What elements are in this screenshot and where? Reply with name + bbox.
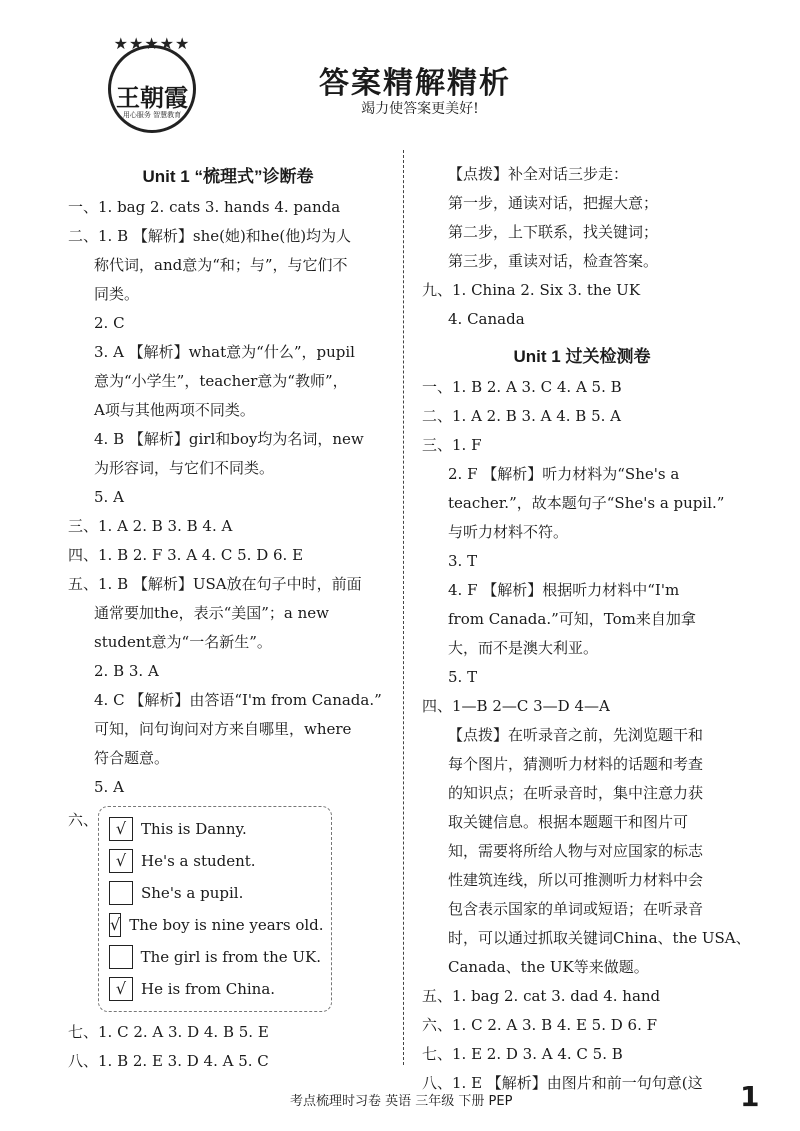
answer-line: 意为“小学生”，teacher意为“教师”，: [94, 372, 348, 390]
answer-line: 可知，问句询问对方来自哪里，where: [94, 720, 352, 738]
answer-line: 二、1. B 【解析】she(她)和he(他)均为人: [68, 227, 352, 245]
answer-line: 5. A: [94, 778, 124, 796]
checklist-text: The boy is nine years old.: [129, 915, 324, 934]
checklist-section: 六、 √ This is Danny. √ He's a student. She's a pupil. √ The boy is nine years old. The girl is from the UK. √ He is from China.: [68, 806, 388, 1012]
answer-line: 4. C 【解析】由答语“I'm from Canada.”: [94, 691, 382, 709]
answer-line: 符合题意。: [94, 749, 170, 767]
tip-line: 【点拨】在听录音之前，先浏览题干和: [448, 726, 704, 744]
tip-line: 的知识点；在听录音时，集中注意力获: [448, 784, 704, 802]
checklist-text: He is from China.: [141, 979, 276, 998]
logo-stars: ★★★★★: [113, 34, 191, 53]
checklist-item: [109, 909, 324, 941]
checklist-item: [109, 845, 321, 877]
checklist-item: [109, 973, 321, 1005]
answer-line: teacher.”，故本题句子“She's a pupil.”: [448, 494, 725, 512]
answer-line: 3. T: [448, 552, 478, 570]
answer-line: 七、1. E 2. D 3. A 4. C 5. B: [422, 1045, 623, 1063]
checklist-text: He's a student.: [141, 851, 256, 870]
answer-line: 三、1. F: [422, 436, 482, 454]
answer-line: 五、1. bag 2. cat 3. dad 4. hand: [422, 987, 661, 1005]
checkbox: √: [109, 913, 121, 937]
tip-line: 包含表示国家的单词或短语；在听录音: [448, 900, 704, 918]
answer-line: 通常要加the，表示“美国”；a new: [94, 604, 329, 622]
answer-line: 2. F 【解析】听力材料为“She's a: [448, 465, 680, 483]
answer-line: 4. B 【解析】girl和boy均为名词，new: [94, 430, 364, 448]
answer-line: 四、1—B 2—C 3—D 4—A: [422, 697, 610, 715]
answer-line: 大，而不是澳大利亚。: [448, 639, 599, 657]
page-number: 1: [740, 1080, 760, 1113]
tip-line: 第三步，重读对话，检查答案。: [448, 252, 659, 270]
answer-line: 一、1. B 2. A 3. C 4. A 5. B: [422, 378, 622, 396]
answer-line: A项与其他两项不同类。: [94, 401, 255, 419]
section-title-checkpoint: Unit 1 过关检测卷: [513, 347, 651, 366]
section-title-diagnostic: Unit 1 “梳理式”诊断卷: [142, 167, 314, 186]
answer-line: 2. B 3. A: [94, 662, 159, 680]
answer-line: 4. Canada: [448, 310, 525, 328]
logo-name: 王朝霞: [116, 83, 188, 112]
checklist-item: [109, 941, 321, 973]
brand-logo: [108, 34, 196, 133]
checklist-text: She's a pupil.: [141, 883, 244, 902]
tip-line: 第二步，上下联系，找关键词；: [448, 223, 659, 241]
checkbox: [109, 881, 133, 905]
checkbox: [109, 945, 133, 969]
footer-text: 考点梳理时习卷 英语 三年级 下册 PEP: [290, 1094, 513, 1109]
checklist-text: This is Danny.: [141, 819, 247, 838]
checkbox: √: [109, 817, 133, 841]
answer-line: 2. C: [94, 314, 125, 332]
answer-line: 五、1. B 【解析】USA放在句子中时，前面: [68, 575, 362, 593]
tip-line: 每个图片，猜测听力材料的话题和考查: [448, 755, 704, 773]
answer-line: 九、1. China 2. Six 3. the UK: [422, 281, 641, 299]
tip-line: 第一步，通读对话，把握大意；: [448, 194, 659, 212]
logo-subtext: 用心服务 智慧教育: [122, 111, 182, 119]
answer-line: 与听力材料不符。: [448, 523, 569, 541]
answer-line: from Canada.”可知，Tom来自加拿: [448, 610, 696, 628]
page-subtitle: 竭力使答案更美好!: [361, 101, 479, 117]
answer-line: 同类。: [94, 285, 140, 303]
checklist-item: [109, 877, 321, 909]
answer-line: 5. T: [448, 668, 478, 686]
page-title: 答案精解精析: [319, 66, 511, 101]
checklist-text: The girl is from the UK.: [140, 947, 321, 966]
tip-line: 知，需要将所给人物与对应国家的标志: [448, 842, 704, 860]
answer-line: 为形容词，与它们不同类。: [94, 459, 275, 477]
tip-line: 【点拨】补全对话三步走：: [448, 165, 629, 183]
answer-line: 3. A 【解析】what意为“什么”，pupil: [94, 343, 355, 361]
column-divider: [403, 150, 404, 1065]
answer-line: 八、1. B 2. E 3. D 4. A 5. C: [68, 1052, 269, 1070]
answer-line: 四、1. B 2. F 3. A 4. C 5. D 6. E: [68, 546, 304, 564]
checklist-box: [98, 806, 332, 1012]
tip-line: 时，可以通过抓取关键词China、the USA、: [448, 929, 751, 947]
right-column: [422, 160, 751, 1098]
answer-line: 八、1. E 【解析】由图片和前一句句意(这: [422, 1074, 703, 1092]
tip-line: Canada、the UK等来做题。: [448, 958, 649, 976]
answer-line: 称代词，and意为“和；与”，与它们不: [94, 256, 348, 274]
answer-line: 5. A: [94, 488, 124, 506]
checkbox: √: [109, 977, 133, 1001]
answer-line: 七、1. C 2. A 3. D 4. B 5. E: [68, 1023, 269, 1041]
answer-line: 一、1. bag 2. cats 3. hands 4. panda: [68, 198, 341, 216]
answer-line: student意为“一名新生”。: [94, 633, 272, 651]
tip-line: 取关键信息。根据本题题干和图片可: [448, 813, 689, 831]
answer-line: 六、1. C 2. A 3. B 4. E 5. D 6. F: [422, 1016, 658, 1034]
answer-line: 三、1. A 2. B 3. B 4. A: [68, 517, 233, 535]
answer-line: 4. F 【解析】根据听力材料中“I'm: [448, 581, 680, 599]
left-column: [68, 160, 388, 1076]
tip-line: 性建筑连线，所以可推测听力材料中会: [448, 871, 704, 889]
checkbox: √: [109, 849, 133, 873]
checklist-item: [109, 813, 321, 845]
answer-line: 二、1. A 2. B 3. A 4. B 5. A: [422, 407, 622, 425]
